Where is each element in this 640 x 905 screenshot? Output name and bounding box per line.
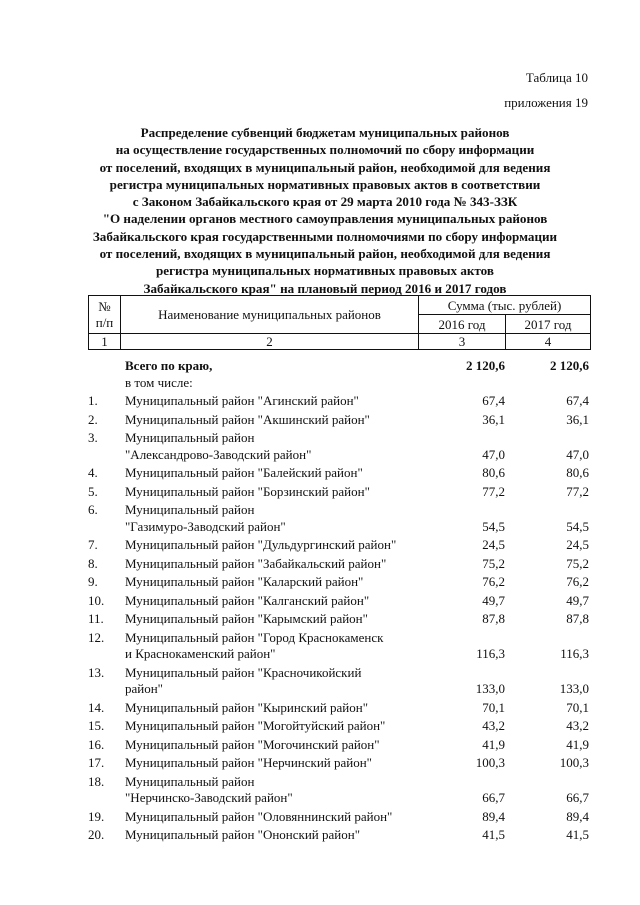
district-name-line: "Александрово-Заводский район" [125, 446, 312, 462]
total-2016: 2 120,6 [466, 358, 505, 373]
table-row [88, 665, 590, 698]
total-subrow [88, 375, 590, 392]
value-2017: 89,4 [566, 808, 589, 824]
value-2017: 67,4 [566, 393, 589, 408]
district-name-line: Муниципальный район "Кыринский район" [125, 699, 369, 715]
value-2017: 49,7 [566, 592, 589, 608]
value-2016: 116,3 [476, 646, 505, 661]
district-name [125, 718, 418, 735]
value-2016: 77,2 [482, 483, 505, 499]
district-name-line: Муниципальный район "Нерчинский район" [125, 755, 372, 770]
district-name [125, 611, 418, 628]
total-2017: 2 120,6 [550, 358, 589, 373]
title-line: от поселений, входящих в муниципальный район, необходимой для ведения [99, 159, 551, 175]
district-name-line: Муниципальный район "Борзинский район" [125, 483, 370, 499]
row-number: 10. [88, 592, 105, 608]
table-row [88, 737, 590, 754]
district-name-line: Муниципальный район "Могочинский район" [125, 736, 380, 752]
value-2017: 75,2 [566, 555, 589, 571]
value-2016: 76,2 [482, 574, 505, 589]
value-2016: 133,0 [475, 681, 505, 696]
title-line: регистра муниципальных нормативных правовых актов [156, 263, 494, 279]
district-name [125, 809, 418, 826]
district-name-line: Муниципальный район "Город Краснокаменск [125, 629, 384, 645]
district-name-line: Муниципальный район [125, 502, 255, 517]
district-name [125, 574, 418, 591]
value-2017: 100,3 [559, 755, 589, 770]
table-row [88, 630, 590, 663]
row-number: 15. [88, 718, 105, 733]
table-row [88, 827, 590, 844]
value-2017: 66,7 [566, 790, 589, 805]
value-2016: 49,7 [482, 592, 505, 608]
header-index-1: 1 [89, 334, 121, 350]
district-name-line: Муниципальный район "Ононский район" [125, 827, 361, 842]
total-row [88, 358, 590, 375]
value-2017: 116,3 [560, 646, 589, 661]
district-name [125, 827, 418, 844]
title-line: Забайкальского края" на плановый период 2016 и 2017 годов [143, 280, 507, 296]
table-row [88, 809, 590, 826]
district-name [125, 737, 418, 754]
value-2016: 43,2 [482, 718, 505, 733]
value-2017: 70,1 [566, 699, 589, 715]
value-2016: 75,2 [482, 555, 505, 571]
district-name [125, 393, 418, 410]
value-2016: 24,5 [482, 537, 505, 552]
row-number: 13. [88, 664, 105, 680]
value-2017: 87,8 [566, 611, 589, 626]
row-number: 20. [88, 827, 105, 842]
table-row [88, 412, 590, 429]
value-2016: 36,1 [482, 411, 505, 427]
district-name [125, 593, 418, 610]
value-2017: 47,0 [566, 446, 589, 462]
row-number: 4. [88, 465, 98, 480]
row-number: 12. [88, 629, 105, 645]
district-name [125, 465, 418, 482]
value-2017: 54,5 [566, 518, 589, 534]
table-row [88, 755, 590, 772]
district-name-line: Муниципальный район "Забайкальский район" [125, 555, 387, 571]
header-col-number [89, 296, 121, 334]
district-name [125, 700, 418, 717]
value-2016: 87,8 [482, 611, 505, 626]
header-col-2017: 2017 год [506, 315, 591, 334]
table-row [88, 574, 590, 591]
district-name [125, 755, 418, 772]
district-name-line: Муниципальный район "Калганский район" [125, 592, 370, 608]
value-2017: 41,9 [566, 736, 589, 752]
row-number: 2. [88, 411, 98, 427]
title-line: от поселений, входящих в муниципальный район, необходимой для ведения [99, 246, 551, 262]
table-reference: Таблица 10 [525, 70, 588, 85]
row-number: 6. [88, 502, 98, 517]
row-number: 8. [88, 555, 98, 571]
table-body [88, 358, 590, 846]
district-name-line: Муниципальный район "Дульдургинский район" [125, 537, 397, 552]
district-name-line: "Нерчинско-Заводский район" [125, 790, 293, 805]
row-number: 9. [88, 574, 98, 589]
row-number: 1. [88, 393, 98, 408]
district-name-line: Муниципальный район "Балейский район" [125, 465, 363, 480]
table-row [88, 593, 590, 610]
value-2017: 80,6 [566, 465, 589, 480]
header-col-name: Наименование муниципальных районов [121, 296, 419, 334]
district-name-line: Муниципальный район "Агинский район" [125, 393, 359, 408]
row-number: 18. [88, 773, 105, 789]
district-name [125, 430, 418, 463]
row-number: 16. [88, 736, 105, 752]
row-number: 17. [88, 755, 105, 770]
header-col-2016: 2016 год [419, 315, 506, 334]
value-2016: 47,0 [482, 446, 505, 462]
value-2016: 66,7 [482, 790, 505, 805]
header-index-3: 3 [419, 334, 506, 350]
district-name-line: Муниципальный район "Красночикойский [125, 664, 362, 680]
header-index-4: 4 [506, 334, 591, 350]
table-header [88, 295, 591, 350]
district-name [125, 774, 418, 807]
row-number: 19. [88, 808, 105, 824]
header-number-label: № п/п [95, 298, 114, 330]
district-name [125, 537, 418, 554]
value-2016: 70,1 [482, 699, 505, 715]
value-2017: 43,2 [566, 718, 589, 733]
table-row [88, 537, 590, 554]
district-name-line: Муниципальный район "Карымский район" [125, 611, 368, 626]
district-name-line: район" [125, 681, 163, 696]
title-line: на осуществление государственных полномочий по сбору информации [115, 142, 535, 158]
document-title [60, 124, 590, 297]
value-2016: 67,4 [482, 393, 505, 408]
district-name-line: Муниципальный район "Каларский район" [125, 574, 364, 589]
row-number: 3. [88, 430, 98, 445]
value-2016: 54,5 [482, 518, 505, 534]
table-row [88, 430, 590, 463]
total-sublabel: в том числе: [125, 374, 193, 390]
table-row [88, 611, 590, 628]
value-2016: 80,6 [482, 465, 505, 480]
table-row [88, 484, 590, 501]
district-name-line: "Газимуро-Заводский район" [125, 518, 286, 534]
total-label: Всего по краю, [125, 358, 213, 373]
district-rows [88, 393, 590, 844]
value-2017: 133,0 [559, 681, 589, 696]
table-row [88, 700, 590, 717]
table-row [88, 502, 590, 535]
row-number: 7. [88, 537, 98, 552]
title-line: Распределение субвенций бюджетам муниципальных районов [140, 125, 510, 140]
title-line: Забайкальского края государственными полномочиями по сбору информации [92, 228, 558, 244]
value-2016: 41,9 [482, 736, 505, 752]
district-name [125, 556, 418, 573]
table-row [88, 556, 590, 573]
table-row [88, 465, 590, 482]
district-name [125, 484, 418, 501]
district-name-line: Муниципальный район "Могойтуйский район" [125, 718, 386, 733]
district-name [125, 630, 418, 663]
district-name-line: Муниципальный район "Акшинский район" [125, 411, 370, 427]
value-2017: 36,1 [566, 411, 589, 427]
table-row [88, 393, 590, 410]
value-2017: 77,2 [566, 483, 589, 499]
district-name [125, 665, 418, 698]
row-number: 14. [88, 699, 105, 715]
row-number: 5. [88, 483, 98, 499]
district-name-line: Муниципальный район [125, 430, 255, 445]
value-2017: 41,5 [566, 827, 589, 842]
table-row [88, 774, 590, 807]
row-number: 11. [88, 611, 104, 626]
title-line: регистра муниципальных нормативных правовых актов в соответствии [109, 176, 541, 192]
appendix-reference: приложения 19 [504, 95, 588, 110]
district-name-line: Муниципальный район "Оловяннинский район" [125, 808, 393, 824]
header-col-sum: Сумма (тыс. рублей) [419, 296, 591, 315]
table-row [88, 718, 590, 735]
value-2016: 41,5 [482, 827, 505, 842]
title-line: "О наделении органов местного самоуправления муниципальных районов [102, 211, 548, 227]
district-name [125, 502, 418, 535]
district-name-line: Муниципальный район [125, 773, 255, 789]
district-name-line: и Краснокаменский район" [125, 646, 276, 661]
value-2016: 100,3 [475, 755, 505, 770]
value-2017: 24,5 [566, 537, 589, 552]
value-2017: 76,2 [566, 574, 589, 589]
header-index-2: 2 [121, 334, 419, 350]
value-2016: 89,4 [482, 808, 505, 824]
title-line: с Законом Забайкальского края от 29 марта 2010 года № 343-ЗЗК [132, 194, 518, 210]
district-name [125, 412, 418, 429]
